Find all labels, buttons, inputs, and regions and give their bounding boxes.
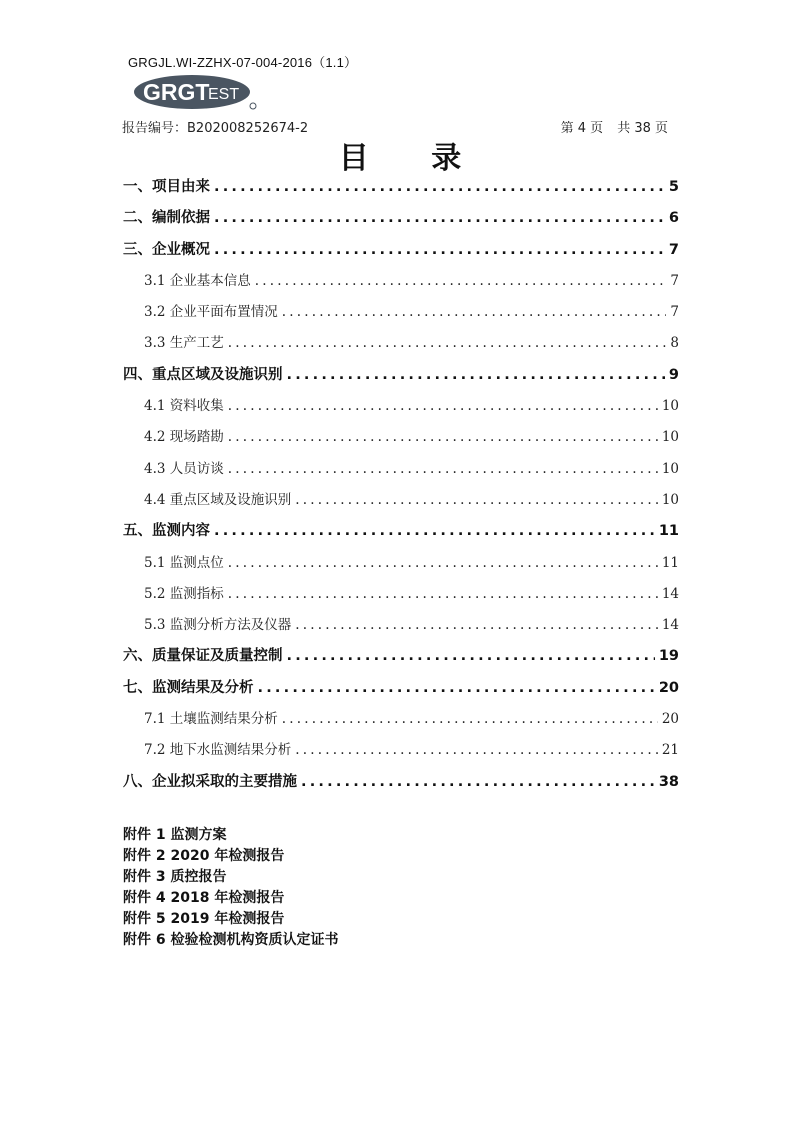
- toc-entry[interactable]: [123, 172, 679, 203]
- toc-entry[interactable]: [123, 422, 679, 453]
- toc-entry[interactable]: [123, 673, 679, 704]
- toc-leader-dots: [228, 391, 658, 422]
- toc-leader-dots: [258, 673, 655, 704]
- toc-leader-dots: [228, 548, 658, 579]
- toc-entry-page: 21: [661, 742, 679, 759]
- toc-entry-label: 三、企业概况: [123, 241, 210, 258]
- toc-entry-page: 20: [661, 711, 679, 728]
- toc-entry[interactable]: [123, 391, 679, 422]
- toc-entry-label: 7.2 地下水监测结果分析: [144, 742, 292, 759]
- page-total: 共 38 页: [617, 121, 668, 136]
- toc-entry-page: 6: [668, 210, 679, 227]
- toc-entry-label: 3.2 企业平面布置情况: [144, 304, 278, 321]
- toc-leader-dots: [255, 266, 667, 297]
- toc-entry-page: 20: [658, 679, 679, 696]
- toc-entry-label: 七、监测结果及分析: [123, 679, 254, 696]
- toc-leader-dots: [228, 579, 658, 610]
- logo-text-grgt: GRGT: [143, 79, 210, 105]
- toc-entry-page: 7: [670, 304, 679, 321]
- toc-leader-dots: [228, 422, 658, 453]
- toc-entry[interactable]: [123, 641, 679, 672]
- toc-leader-dots: [214, 203, 665, 234]
- toc-leader-dots: [295, 485, 658, 516]
- toc-entry-label: 4.4 重点区域及设施识别: [144, 491, 292, 508]
- toc-leader-dots: [214, 172, 665, 203]
- toc-leader-dots: [214, 516, 655, 547]
- toc-entry-page: 5: [668, 179, 679, 195]
- toc-entry-label: 五、监测内容: [123, 523, 210, 540]
- toc-entry-page: 8: [670, 335, 679, 352]
- toc-entry-page: 11: [661, 554, 679, 571]
- toc-entry[interactable]: [123, 610, 679, 641]
- appendix-item: 附件 2 2020 年检测报告: [123, 848, 285, 864]
- toc-entry[interactable]: [123, 735, 679, 766]
- document-code: GRGJL.WI-ZZHX-07-004-2016（1.1）: [128, 55, 358, 70]
- toc-entry-page: 10: [661, 460, 679, 477]
- toc-leader-dots: [301, 767, 655, 798]
- toc-entry[interactable]: [123, 266, 679, 297]
- toc-entry[interactable]: [123, 328, 679, 359]
- grgtest-logo: [132, 73, 258, 111]
- toc-entry-page: 14: [661, 585, 679, 602]
- toc-entry-label: 4.3 人员访谈: [144, 460, 224, 477]
- toc-entry-page: 9: [668, 366, 679, 383]
- toc-entry-label: 八、企业拟采取的主要措施: [123, 773, 297, 790]
- toc-entry-label: 3.3 生产工艺: [144, 335, 224, 352]
- toc-entry-label: 5.1 监测点位: [144, 554, 224, 571]
- toc-entry-page: 11: [658, 523, 679, 540]
- toc-entry[interactable]: [123, 548, 679, 579]
- toc-entry-page: 10: [661, 429, 679, 446]
- toc-entry-label: 4.1 资料收集: [144, 398, 224, 415]
- toc-leader-dots: [228, 328, 667, 359]
- toc-entry-page: 19: [658, 648, 679, 665]
- toc-leader-dots: [228, 454, 658, 485]
- toc-entry-page: 7: [668, 241, 679, 258]
- appendix-item: 附件 1 监测方案: [123, 827, 227, 843]
- appendix-list: [123, 825, 339, 951]
- toc-leader-dots: [214, 235, 665, 266]
- toc-entry-page: 7: [670, 272, 679, 289]
- toc-entry-label: 5.3 监测分析方法及仪器: [144, 617, 292, 634]
- toc-leader-dots: [282, 297, 667, 328]
- toc-leader-dots: [295, 610, 658, 641]
- toc-entry-label: 二、编制依据: [123, 210, 210, 227]
- toc-entry-label: 7.1 土壤监测结果分析: [144, 711, 278, 728]
- toc-entry[interactable]: [123, 767, 679, 798]
- toc-entry[interactable]: [123, 235, 679, 266]
- toc-entry[interactable]: [123, 297, 679, 328]
- page-current: 第 4 页: [560, 121, 604, 136]
- toc-title: 目 录: [338, 141, 488, 176]
- toc-entry-label: 3.1 企业基本信息: [144, 272, 251, 289]
- table-of-contents: [123, 172, 679, 798]
- toc-leader-dots: [282, 704, 658, 735]
- toc-entry-label: 六、质量保证及质量控制: [123, 648, 283, 665]
- toc-leader-dots: [295, 735, 658, 766]
- toc-entry-page: 10: [661, 398, 679, 415]
- toc-entry[interactable]: [123, 485, 679, 516]
- toc-entry-page: 38: [658, 773, 679, 790]
- toc-entry[interactable]: [123, 454, 679, 485]
- toc-entry-label: 四、重点区域及设施识别: [123, 366, 283, 383]
- appendix-item: 附件 5 2019 年检测报告: [123, 911, 285, 927]
- toc-entry[interactable]: [123, 704, 679, 735]
- toc-entry-label: 一、项目由来: [123, 179, 210, 195]
- toc-entry[interactable]: [123, 516, 679, 547]
- toc-entry[interactable]: [123, 203, 679, 234]
- toc-entry[interactable]: [123, 579, 679, 610]
- logo-text-est: EST: [208, 86, 240, 103]
- toc-leader-dots: [287, 360, 665, 391]
- toc-entry-page: 14: [661, 617, 679, 634]
- appendix-item: 附件 4 2018 年检测报告: [123, 890, 285, 906]
- appendix-item: 附件 3 质控报告: [123, 869, 227, 885]
- toc-entry-label: 5.2 监测指标: [144, 585, 224, 602]
- toc-entry-label: 4.2 现场踏勘: [144, 429, 224, 446]
- toc-entry-page: 10: [661, 491, 679, 508]
- toc-entry[interactable]: [123, 360, 679, 391]
- toc-leader-dots: [287, 641, 655, 672]
- report-number: 报告编号：B202008252674-2: [122, 121, 309, 136]
- appendix-item: 附件 6 检验检测机构资质认定证书: [123, 932, 339, 948]
